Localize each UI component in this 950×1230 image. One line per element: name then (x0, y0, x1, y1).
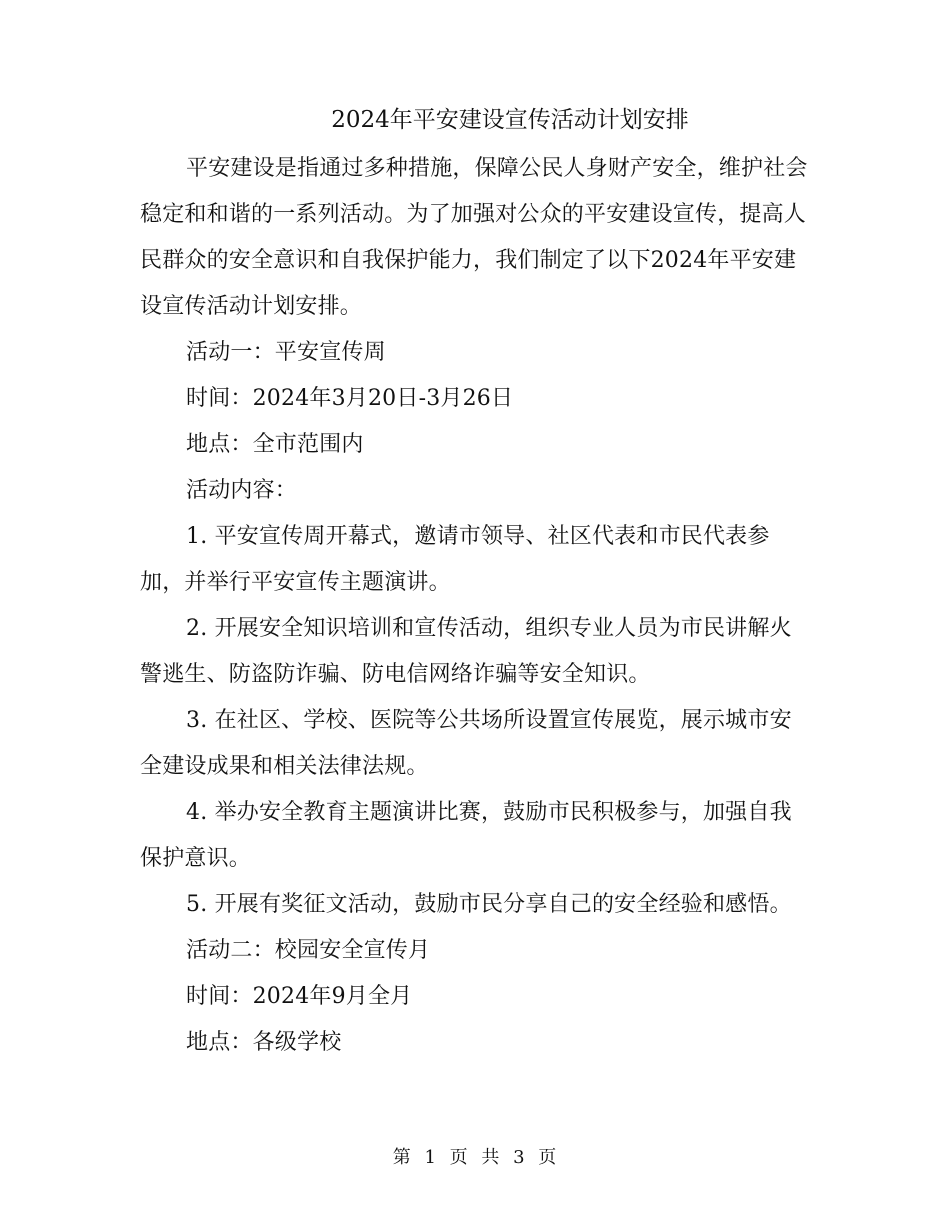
activity-one-item-4: 4. 举办安全教育主题演讲比赛，鼓励市民积极参与，加强自我保护意识。 (140, 800, 792, 871)
intro-paragraph: 平安建设是指通过多种措施，保障公民人身财产安全，维护社会稳定和和谐的一系列活动。为了加强对公众的平安建设宣传，提高人民群众的安全意识和自我保护能力，我们制定了以下2024年平安建设宣传活动计划安排。 (140, 156, 808, 319)
activity-two-time: 时间：2024年9月全月 (186, 984, 413, 1009)
activity-one-time: 时间：2024年3月20日-3月26日 (186, 386, 514, 411)
activity-one-item-1: 1. 平安宣传周开幕式，邀请市领导、社区代表和市民代表参加，并举行平安宣传主题演讲。 (140, 524, 770, 595)
document-title: 2024年平安建设宣传活动计划安排 (331, 107, 689, 133)
activity-one-heading: 活动一：平安宣传周 (186, 340, 386, 365)
activity-one-item-5: 5. 开展有奖征文活动，鼓励市民分享自己的安全经验和感悟。 (186, 892, 792, 917)
activity-one-item-2: 2. 开展安全知识培训和宣传活动，组织专业人员为市民讲解火警逃生、防盗防诈骗、防电信网络诈骗等安全知识。 (140, 616, 792, 687)
activity-one-item-3: 3. 在社区、学校、医院等公共场所设置宣传展览，展示城市安全建设成果和相关法律法规。 (140, 708, 792, 779)
activity-one-location: 地点：全市范围内 (186, 432, 364, 457)
document-body (140, 146, 812, 1066)
activity-one-content-label: 活动内容： (186, 478, 298, 503)
page-number-footer: 第 1 页 共 3 页 (392, 1147, 558, 1168)
activity-two-heading: 活动二：校园安全宣传月 (186, 938, 431, 963)
activity-two-location: 地点：各级学校 (186, 1030, 342, 1055)
